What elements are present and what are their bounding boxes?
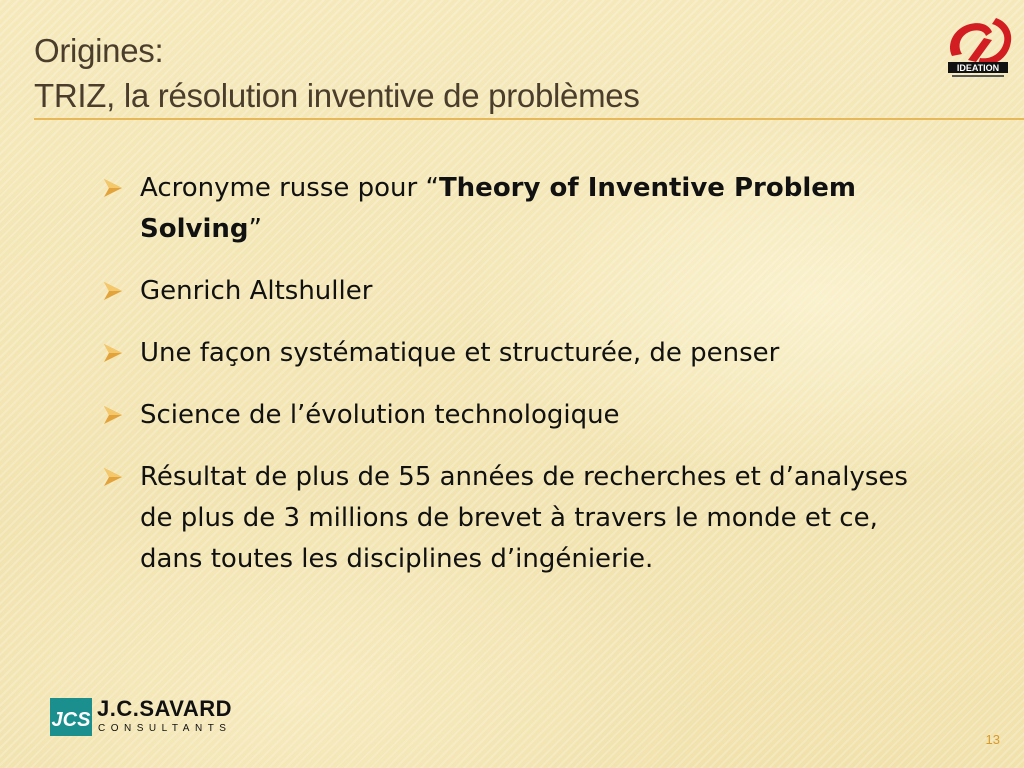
bullet-text-suffix: ” xyxy=(248,214,262,244)
arrow-bullet-icon xyxy=(102,177,124,199)
bullet-text-prefix: Acronyme russe pour “ xyxy=(140,173,439,203)
bullet-item xyxy=(98,457,918,580)
jcs-company-name: J.C.SAVARD xyxy=(97,696,232,721)
arrow-bullet-icon xyxy=(102,342,124,364)
slide-title xyxy=(34,28,774,118)
page-number: 13 xyxy=(985,732,1000,747)
jcs-logo xyxy=(50,696,260,740)
jcs-monogram-icon xyxy=(50,698,92,736)
arrow-bullet-icon xyxy=(102,280,124,302)
jcs-monogram-box xyxy=(50,698,92,736)
bullet-item xyxy=(98,271,918,312)
bullet-text: Une façon systématique et structurée, de penser xyxy=(140,338,780,368)
ideation-logo-text: IDEATION xyxy=(956,63,1000,73)
arrow-bullet-icon xyxy=(102,466,124,488)
jcs-monogram-text: JCS xyxy=(51,709,91,731)
jcs-company-subtitle: CONSULTANTS xyxy=(98,723,232,734)
bullet-text: Science de l’évolution technologique xyxy=(140,400,620,430)
title-line-1: Origines: xyxy=(34,32,164,69)
bullet-list xyxy=(98,168,918,601)
bullet-text: Genrich Altshuller xyxy=(140,276,373,306)
bullet-text-emphasis: Theory of Inventive Problem Solving xyxy=(140,173,856,244)
bullet-text: Résultat de plus de 55 années de recherches et d’analyses de plus de 3 millions de brevet à travers le monde et ce, dans toutes les disciplines d’ingénierie. xyxy=(140,462,908,574)
bullet-item xyxy=(98,168,918,250)
title-underline xyxy=(34,118,1024,120)
bullet-item xyxy=(98,395,918,436)
arrow-bullet-icon xyxy=(102,404,124,426)
title-line-2: TRIZ, la résolution inventive de problèmes xyxy=(34,77,640,114)
ideation-logo xyxy=(940,12,1014,80)
ideation-logo-graphic xyxy=(940,12,1014,80)
bullet-item xyxy=(98,333,918,374)
